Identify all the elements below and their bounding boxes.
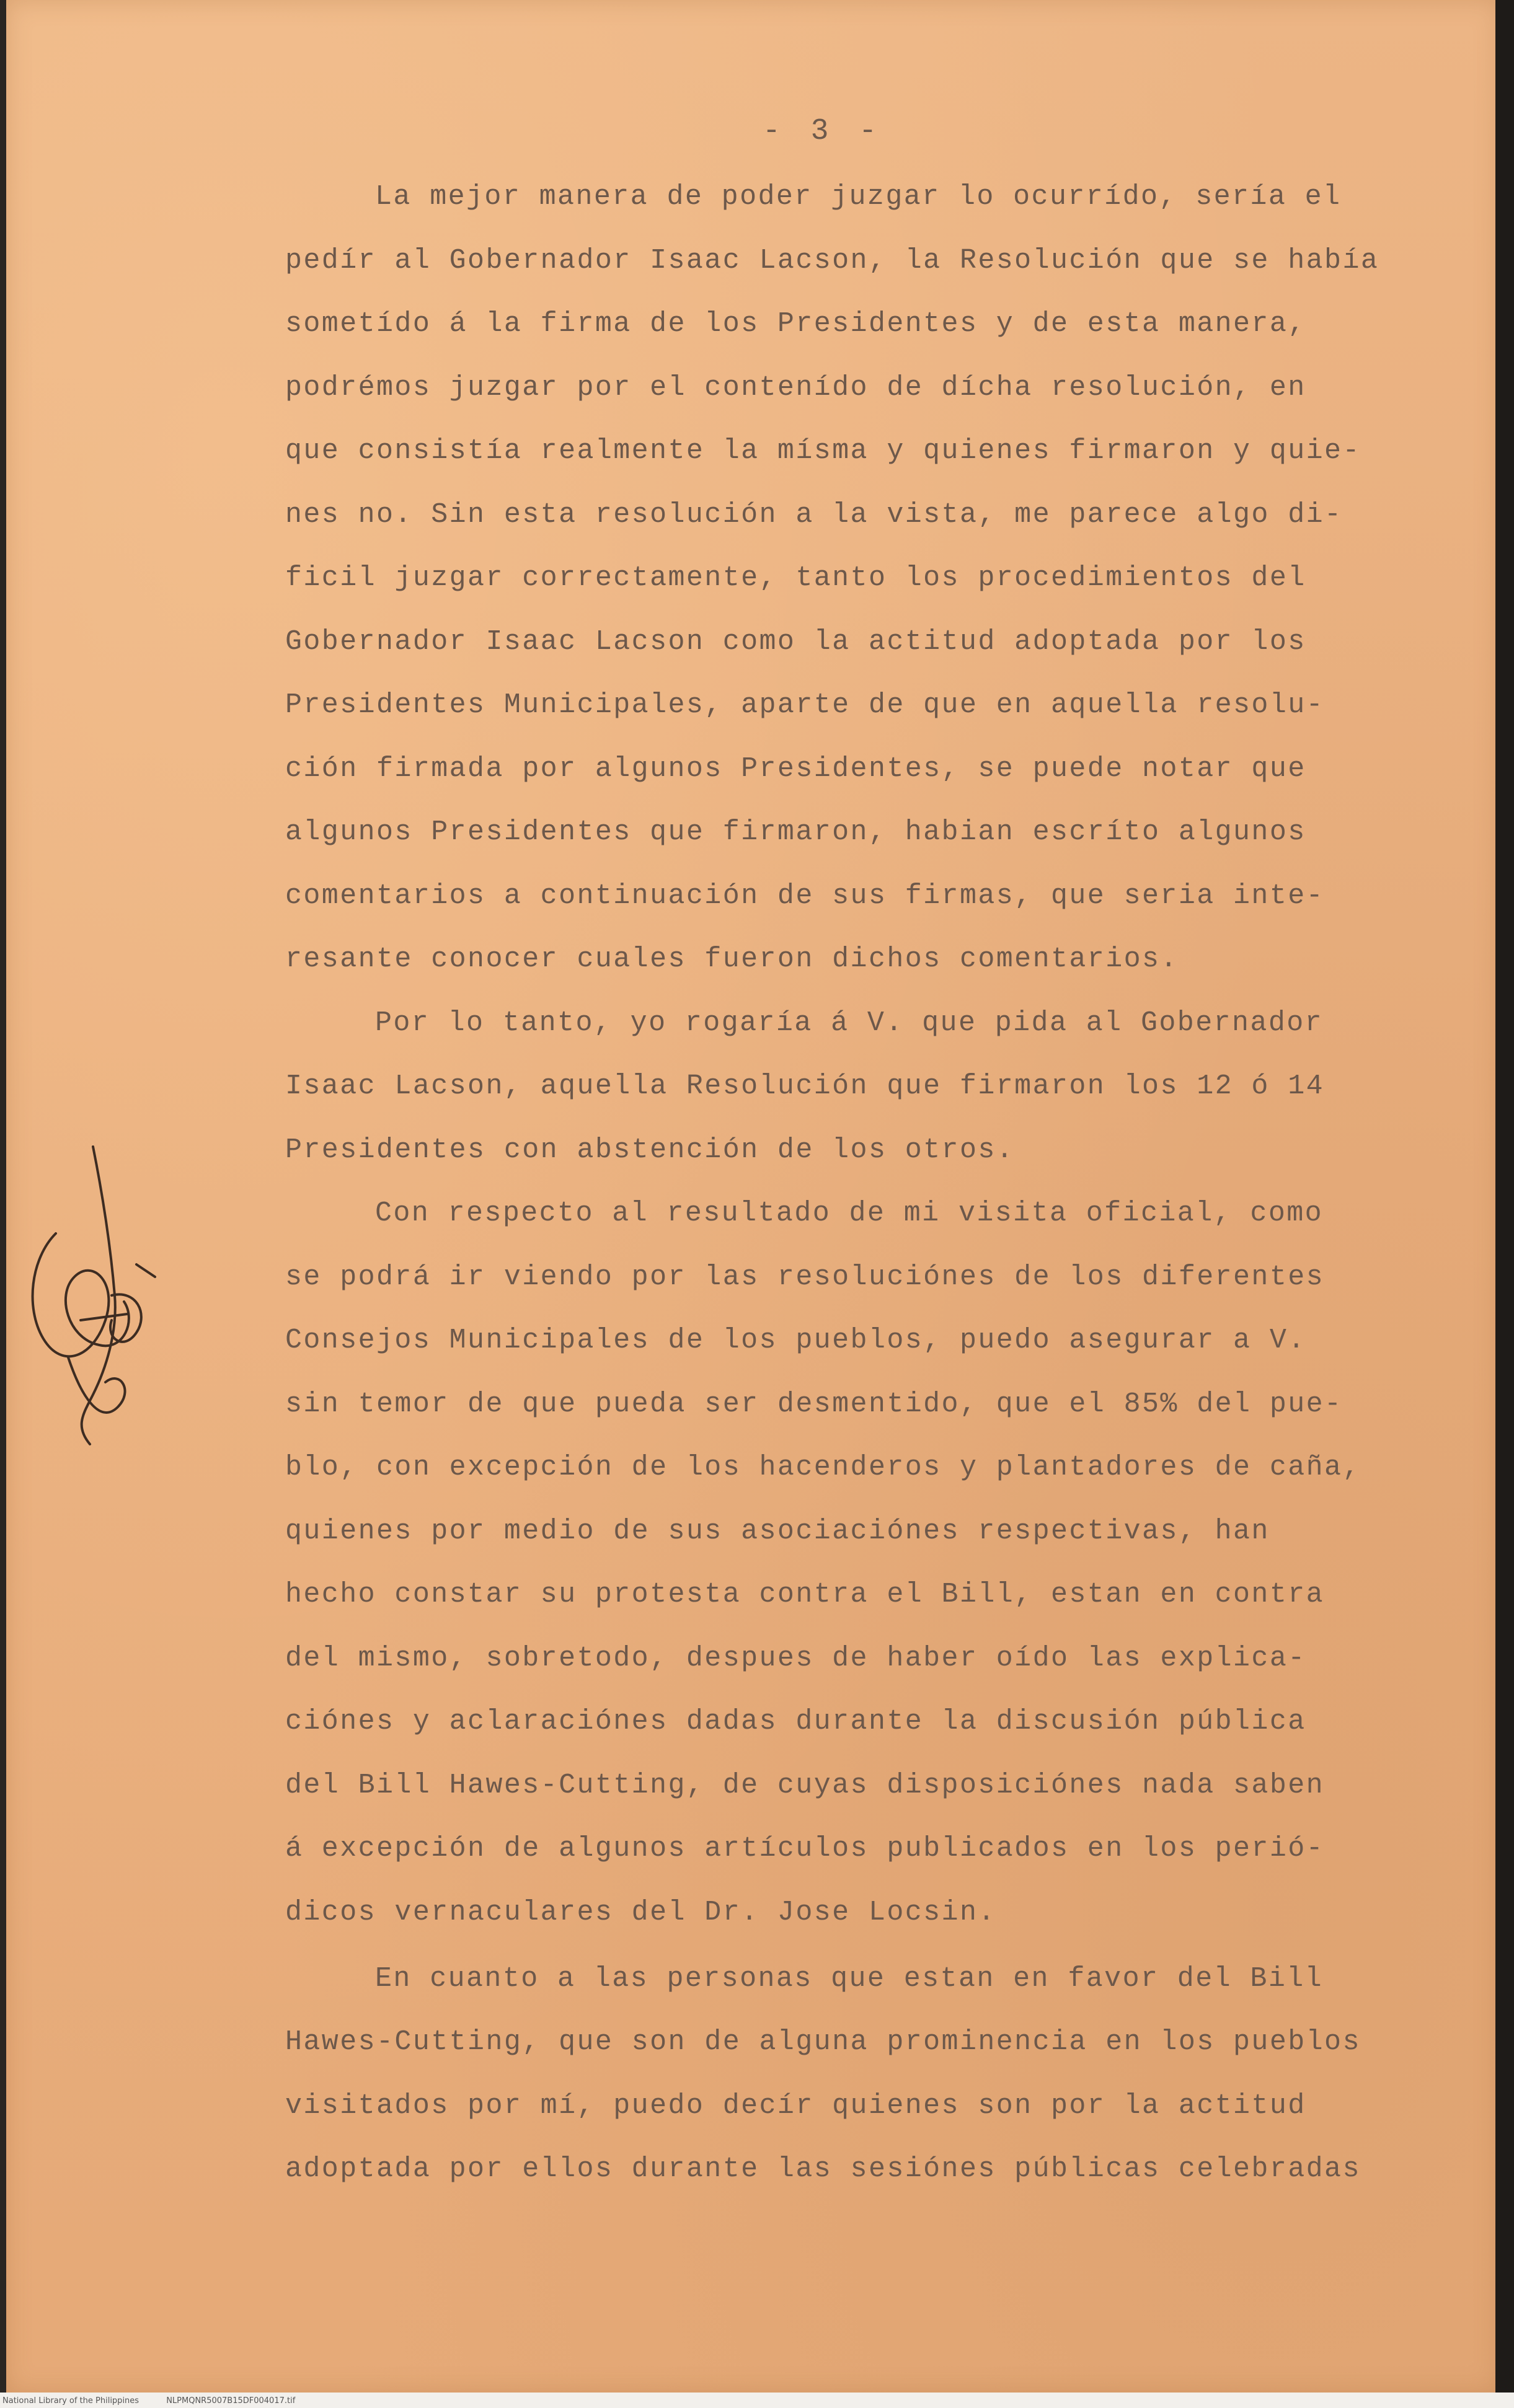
text-line: á excepción de algunos artículos publicados en los perió- (285, 1833, 1325, 1864)
text-line: resante conocer cuales fueron dichos comentarios. (285, 943, 1179, 975)
footer-institution: National Library of the Philippines (2, 2396, 139, 2406)
footer-text (2, 2396, 320, 2406)
text-line: Presidentes con abstención de los otros. (285, 1134, 1015, 1166)
footer-file-id: NLPMQNR5007B15DF004017.tif (166, 2396, 296, 2406)
text-line: comentarios a continuación de sus firmas, que seria inte- (285, 880, 1325, 912)
handwritten-signature (19, 1134, 167, 1457)
text-line: algunos Presidentes que firmaron, habian escríto algunos (285, 816, 1306, 848)
text-line: nes no. Sin esta resolución a la vista, me parece algo di- (285, 499, 1343, 531)
text-line: sometído á la firma de los Presidentes y de esta manera, (285, 308, 1306, 340)
text-line: del Bill Hawes-Cutting, de cuyas disposiciónes nada saben (285, 1770, 1325, 1801)
text-line: Consejos Municipales de los pueblos, puedo asegurar a V. (285, 1325, 1306, 1356)
text-line: La mejor manera de poder juzgar lo ocurrído, sería el (375, 181, 1342, 213)
text-line: adoptada por ellos durante las sesiónes públicas celebradas (285, 2153, 1361, 2185)
text-line: blo, con excepción de los hacenderos y plantadores de caña, (285, 1452, 1361, 1483)
document-page (6, 0, 1499, 2393)
text-line: pedír al Gobernador Isaac Lacson, la Resolución que se había (285, 245, 1379, 276)
text-line: dicos vernaculares del Dr. Jose Locsin. (285, 1897, 996, 1928)
text-line: En cuanto a las personas que estan en favor del Bill (375, 1963, 1324, 1995)
text-line: Presidentes Municipales, aparte de que en aquella resolu- (285, 689, 1325, 721)
text-line: Por lo tanto, yo rogaría á V. que pida al Gobernador (375, 1007, 1324, 1039)
scan-edge (1495, 0, 1514, 2408)
text-line: visitados por mí, puedo decír quienes son por la actitud (285, 2090, 1306, 2122)
text-line: que consistía realmente la mísma y quienes firmaron y quie- (285, 435, 1361, 467)
text-line: Hawes-Cutting, que son de alguna prominencia en los pueblos (285, 2026, 1361, 2058)
text-line: Isaac Lacson, aquella Resolución que firmaron los 12 ó 14 (285, 1070, 1325, 1102)
text-line: quienes por medio de sus asociaciónes respectivas, han (285, 1515, 1270, 1547)
text-line: Gobernador Isaac Lacson como la actitud adoptada por los (285, 626, 1306, 658)
text-line: del mismo, sobretodo, despues de haber oído las explica- (285, 1643, 1306, 1674)
text-line: ciónes y aclaraciónes dadas durante la discusión pública (285, 1706, 1306, 1737)
text-line: ficil juzgar correctamente, tanto los procedimientos del (285, 562, 1306, 594)
text-line: sin temor de que pueda ser desmentido, que el 85% del pue- (285, 1388, 1343, 1420)
text-line: ción firmada por algunos Presidentes, se puede notar que (285, 753, 1306, 785)
text-line: podrémos juzgar por el contenído de dícha resolución, en (285, 372, 1306, 404)
text-line: hecho constar su protesta contra el Bill, estan en contra (285, 1579, 1325, 1610)
page-number: - 3 - (763, 115, 883, 148)
text-line: se podrá ir viendo por las resoluciónes de los diferentes (285, 1261, 1325, 1293)
text-line: Con respecto al resultado de mi visita oficial, como (375, 1197, 1324, 1229)
scan-footer (0, 2393, 1514, 2408)
